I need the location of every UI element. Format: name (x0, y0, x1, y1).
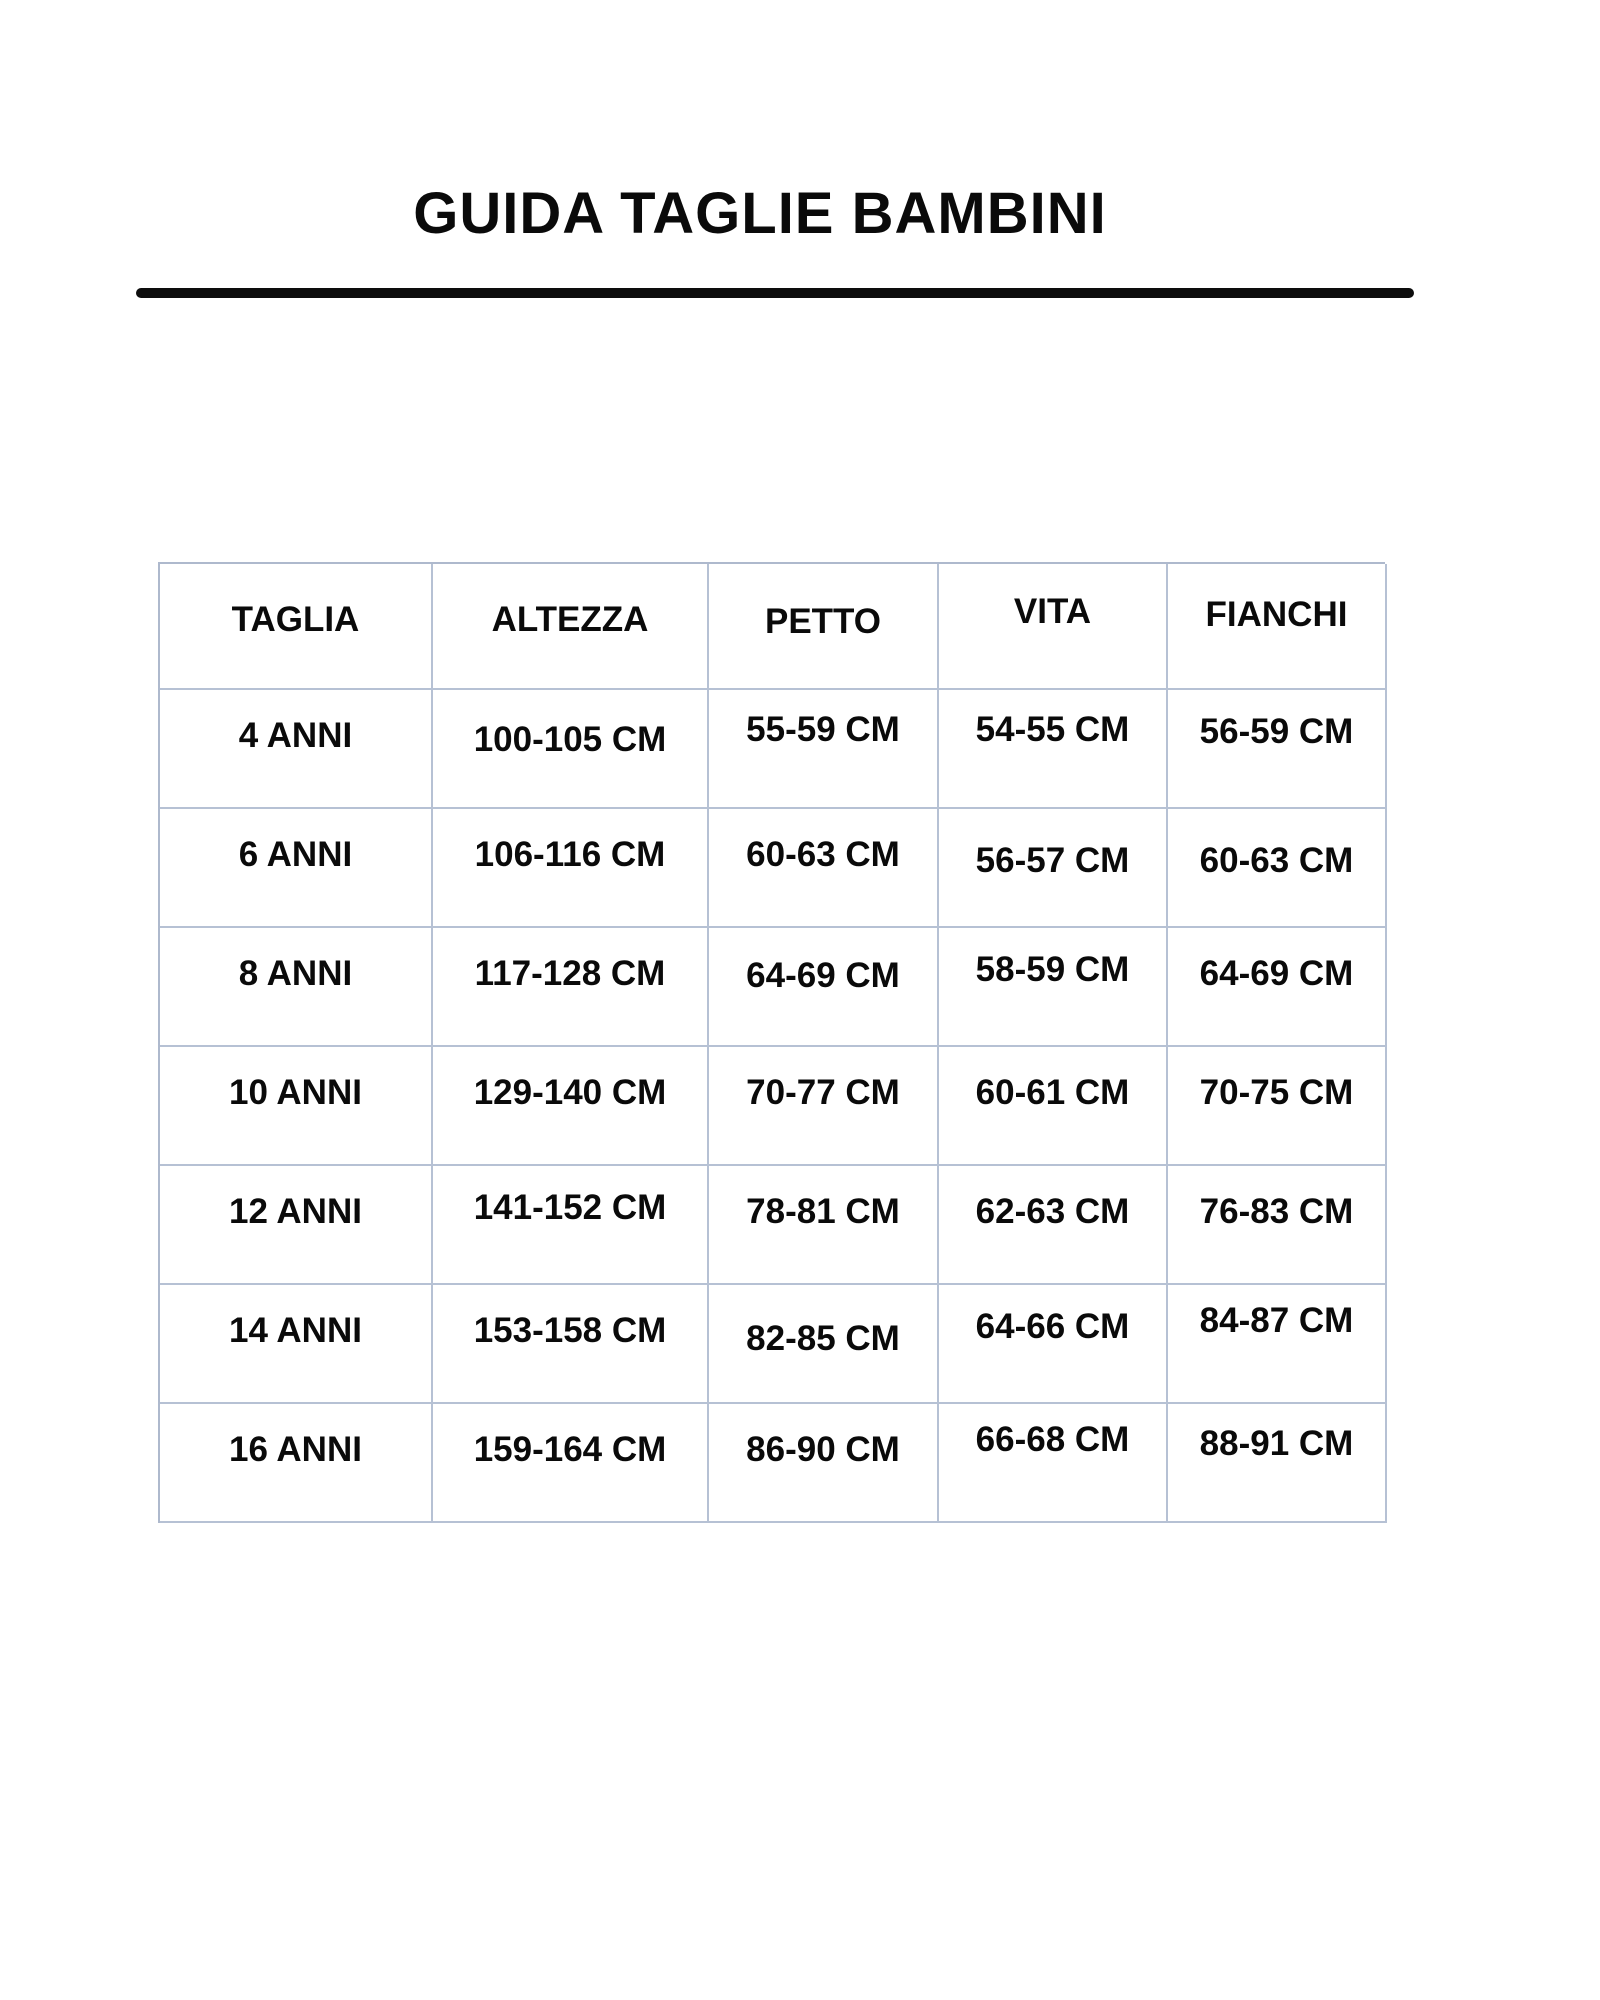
cell-value: 70-77 CM (746, 1073, 900, 1112)
table-cell-height (433, 1166, 709, 1285)
cell-value: 66-68 CM (975, 1420, 1130, 1459)
cell-value: 88-91 CM (1199, 1424, 1354, 1463)
page-title: GUIDA TAGLIE BAMBINI (413, 181, 1107, 246)
table-cell-hips (1168, 928, 1387, 1047)
cell-value: 64-66 CM (975, 1307, 1130, 1346)
table-cell-height (433, 1047, 709, 1166)
table-cell-height (433, 809, 709, 928)
table-cell-waist (939, 1047, 1168, 1166)
table-cell-waist (939, 1166, 1168, 1285)
cell-value: 70-75 CM (1199, 1073, 1354, 1112)
table-cell-height (433, 928, 709, 1047)
table-cell-hips (1168, 1047, 1387, 1166)
table-cell-chest (709, 1404, 939, 1523)
column-header-label: FIANCHI (1205, 595, 1348, 634)
cell-value: 78-81 CM (746, 1192, 900, 1231)
cell-value: 10 ANNI (229, 1073, 362, 1112)
table-cell-hips (1168, 690, 1387, 809)
cell-value: 8 ANNI (238, 954, 353, 993)
cell-value: 4 ANNI (238, 716, 353, 755)
column-header-taglia (160, 564, 433, 690)
cell-value: 60-61 CM (975, 1073, 1130, 1112)
table-cell-waist (939, 809, 1168, 928)
cell-value: 153-158 CM (473, 1311, 667, 1350)
table-cell-waist (939, 928, 1168, 1047)
table-cell-hips (1168, 1404, 1387, 1523)
cell-value: 58-59 CM (975, 950, 1130, 989)
column-header-fianchi (1168, 564, 1387, 690)
column-header-label: VITA (1013, 592, 1092, 631)
cell-value: 76-83 CM (1199, 1192, 1354, 1231)
column-header-label: PETTO (764, 602, 882, 641)
table-cell-waist (939, 690, 1168, 809)
cell-value: 56-59 CM (1199, 712, 1354, 751)
table-cell-height (433, 690, 709, 809)
table-cell-size (160, 809, 433, 928)
column-header-petto (709, 564, 939, 690)
cell-value: 159-164 CM (473, 1430, 667, 1469)
table-cell-chest (709, 1166, 939, 1285)
cell-value: 64-69 CM (1199, 954, 1354, 993)
table-cell-hips (1168, 1285, 1387, 1404)
column-header-label: ALTEZZA (491, 600, 649, 639)
cell-value: 56-57 CM (975, 841, 1130, 880)
column-header-label: TAGLIA (231, 600, 360, 639)
cell-value: 117-128 CM (474, 954, 666, 993)
table-cell-size (160, 690, 433, 809)
table-cell-chest (709, 1047, 939, 1166)
table-cell-chest (709, 690, 939, 809)
cell-value: 62-63 CM (975, 1192, 1130, 1231)
table-cell-size (160, 1404, 433, 1523)
cell-value: 60-63 CM (1199, 841, 1354, 880)
cell-value: 16 ANNI (229, 1430, 362, 1469)
table-cell-height (433, 1404, 709, 1523)
cell-value: 141-152 CM (473, 1188, 667, 1227)
cell-value: 82-85 CM (746, 1319, 900, 1358)
cell-value: 84-87 CM (1199, 1301, 1354, 1340)
cell-value: 100-105 CM (473, 720, 667, 759)
cell-value: 106-116 CM (474, 835, 666, 874)
cell-value: 6 ANNI (238, 835, 353, 874)
table-cell-chest (709, 809, 939, 928)
table-cell-hips (1168, 1166, 1387, 1285)
title-divider (136, 288, 1414, 298)
cell-value: 14 ANNI (229, 1311, 362, 1350)
table-cell-height (433, 1285, 709, 1404)
table-cell-size (160, 1047, 433, 1166)
table-cell-size (160, 1285, 433, 1404)
table-cell-chest (709, 1285, 939, 1404)
table-cell-chest (709, 928, 939, 1047)
cell-value: 64-69 CM (746, 956, 900, 995)
cell-value: 54-55 CM (975, 710, 1130, 749)
table-cell-waist (939, 1404, 1168, 1523)
table-cell-size (160, 928, 433, 1047)
cell-value: 129-140 CM (473, 1073, 667, 1112)
cell-value: 12 ANNI (229, 1192, 362, 1231)
table-cell-size (160, 1166, 433, 1285)
column-header-altezza (433, 564, 709, 690)
table-cell-hips (1168, 809, 1387, 928)
size-guide-table (158, 562, 1385, 1523)
cell-value: 55-59 CM (746, 710, 900, 749)
column-header-vita (939, 564, 1168, 690)
table-cell-waist (939, 1285, 1168, 1404)
cell-value: 86-90 CM (746, 1430, 900, 1469)
cell-value: 60-63 CM (746, 835, 900, 874)
